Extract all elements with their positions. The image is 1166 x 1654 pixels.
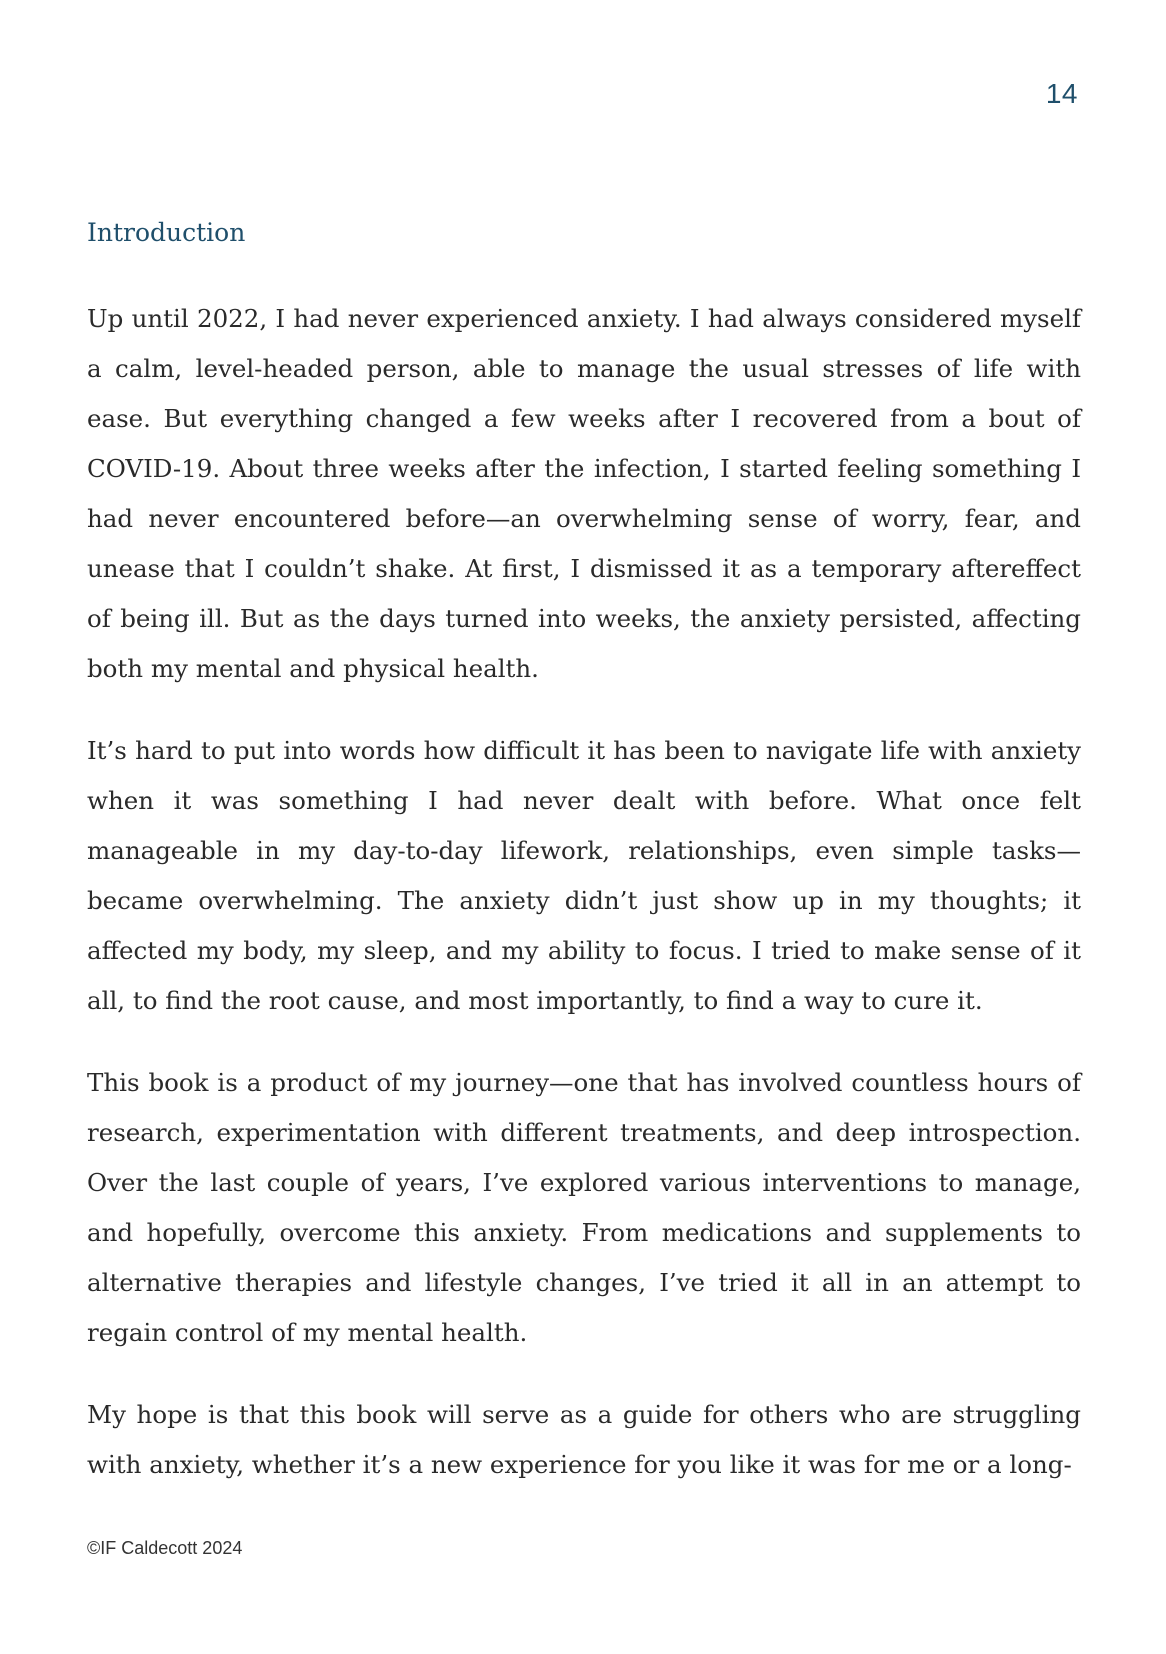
section-heading: Introduction — [87, 218, 246, 247]
paragraph-4: My hope is that this book will serve as a guide for others who are struggling with anxiety, whether it’s a new experience for you like it was for me or a long- — [87, 1400, 1081, 1479]
paragraph-2: It’s hard to put into words how difficult it has been to navigate life with anxiety when it was something I had never dealt with before. What once felt manageable in my day-to-day lifework, relationships, even simple tasks—became overwhelming. The anxiety didn’t just show up in my thoughts; it affected my body, my sleep, and my ability to focus. I tried to make sense of it all, to find the root cause, and most importantly, to find a way to cure it. — [87, 736, 1081, 1015]
copyright-footer: ©IF Caldecott 2024 — [87, 1538, 243, 1558]
paragraph-3: This book is a product of my journey—one that has involved countless hours of research, experimentation with different treatments, and deep introspection. Over the last couple of years, I’ve explored various interventions to manage, and hopefully, overcome this anxiety. From medications and supplements to alternative therapies and lifestyle changes, I’ve tried it all in an attempt to regain control of my mental health. — [87, 1068, 1081, 1347]
body-text — [87, 294, 1081, 1522]
paragraph-1: Up until 2022, I had never experienced anxiety. I had always considered myself a calm, level-headed person, able to manage the usual stresses of life with ease. But everything changed a few weeks after I recovered from a bout of COVID-19. About three weeks after the infection, I started feeling something I had never encountered before—an overwhelming sense of worry, fear, and unease that I couldn’t shake. At first, I dismissed it as a temporary aftereffect of being ill. But as the days turned into weeks, the anxiety persisted, affecting both my mental and physical health. — [87, 304, 1081, 683]
page-number: 14 — [1045, 78, 1078, 109]
